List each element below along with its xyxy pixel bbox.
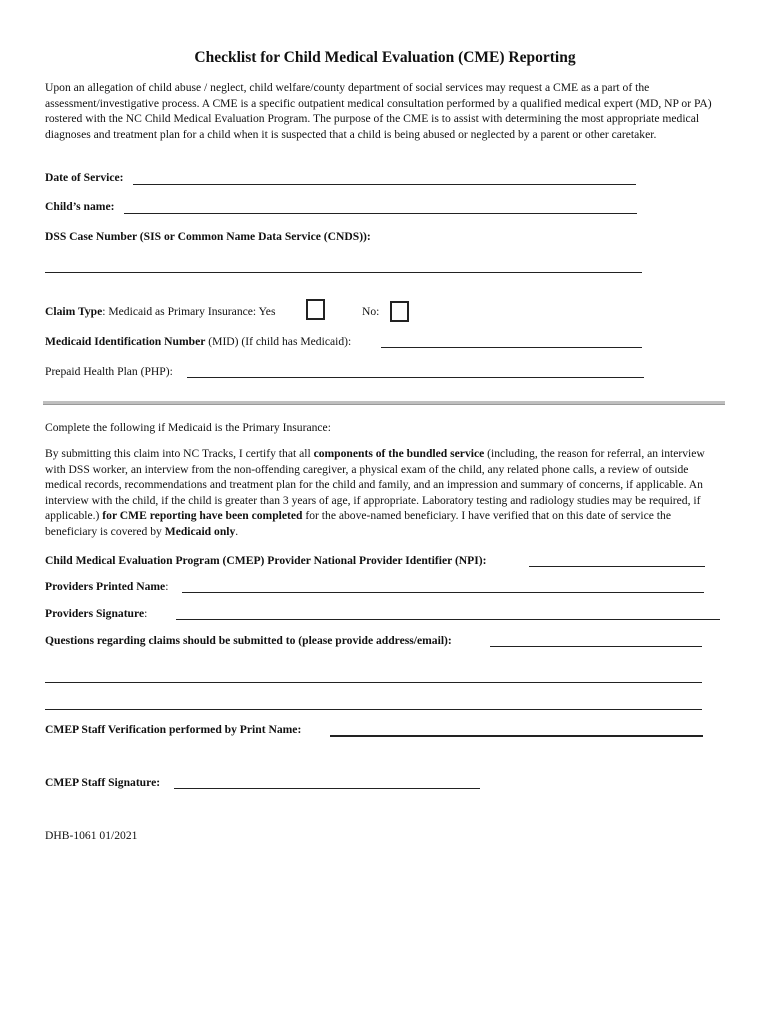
questions-field-line-1[interactable] xyxy=(490,646,702,647)
php-label: Prepaid Health Plan (PHP): xyxy=(45,365,173,378)
cert-bold-3: Medicaid only xyxy=(164,524,236,538)
npi-field[interactable] xyxy=(529,566,705,567)
signature-row xyxy=(45,607,147,620)
intro-paragraph: Upon an allegation of child abuse / neglect, child welfare/county department of social services may request a CME as a part of the assessment/investigative process. A CME is a specific outpatient medical consultation performed by a qualified medical expert (MD, NP or PA) rostered with the NC Child Medical Evaluation Program. The purpose of the CME is to assist with determining the most appropriate medical diagnoses and treatment plan for a child when it is suspected that a child is being abused or neglected by a parent or other caretaker. xyxy=(45,81,712,141)
npi-row xyxy=(45,554,487,567)
staff-signature-row xyxy=(45,776,160,789)
mid-row xyxy=(45,335,351,348)
printed-name-row xyxy=(45,580,168,593)
questions-field-line-2[interactable] xyxy=(45,682,702,683)
form-id: DHB-1061 01/2021 xyxy=(45,829,138,842)
printed-name-colon: : xyxy=(165,580,169,593)
dss-case-row xyxy=(45,230,371,243)
certification-paragraph xyxy=(45,446,725,540)
mid-label: Medicaid Identification Number xyxy=(45,335,206,348)
cert-text-2: (including, the reason for referral, an interview with DSS worker, an interview from the non-offending caregiver, a physical exam of the child, any related phone calls, a review of outside medical records, recommendations and treatment plan for the child and family, and an impression and summary of concerns, if applicable. An interview with the child, if the child is greater than 3 years of age, if appropriate. Laboratory testing and radiology studies may be required, if applicable.) xyxy=(45,447,705,523)
section-divider xyxy=(43,401,725,405)
cert-text-3: for the above-named beneficiary. I have verified that on this date of service the beneficiary is covered by xyxy=(45,509,671,538)
cert-text-4: . xyxy=(235,524,239,538)
date-of-service-label: Date of Service: xyxy=(45,171,124,184)
claim-type-no-label: No: xyxy=(362,305,380,318)
claim-type-yes-checkbox[interactable] xyxy=(306,299,325,320)
dss-case-number-label: DSS Case Number (SIS or Common Name Data Service (CNDS)): xyxy=(45,230,371,243)
staff-signature-label: CMEP Staff Signature: xyxy=(45,776,161,789)
signature-colon: : xyxy=(144,607,148,620)
childs-name-row xyxy=(45,200,114,213)
dss-case-number-field[interactable] xyxy=(45,272,642,273)
mid-note: (MID) (If child has Medicaid): xyxy=(205,335,352,348)
claim-type-text: : Medicaid as Primary Insurance: Yes xyxy=(102,305,276,318)
staff-signature-field[interactable] xyxy=(174,788,480,789)
questions-row xyxy=(45,634,452,647)
document-title: Checklist for Child Medical Evaluation (CME) Reporting xyxy=(194,49,576,66)
cert-bold-2: for CME reporting have been completed xyxy=(102,509,303,523)
claim-type-label: Claim Type xyxy=(45,305,103,318)
signature-label: Providers Signature xyxy=(45,607,145,620)
claim-type-row xyxy=(45,305,275,318)
claim-type-no-checkbox[interactable] xyxy=(390,301,409,322)
mid-field[interactable] xyxy=(381,347,642,348)
staff-verification-field[interactable] xyxy=(330,735,703,737)
php-field[interactable] xyxy=(187,377,644,378)
date-of-service-row xyxy=(45,171,124,184)
printed-name-label: Providers Printed Name xyxy=(45,580,166,593)
questions-label: Questions regarding claims should be submitted to (please provide address/email): xyxy=(45,634,452,647)
cert-bold-1: components of the bundled service xyxy=(313,447,485,460)
section2-heading: Complete the following if Medicaid is the Primary Insurance: xyxy=(45,421,331,434)
staff-verification-label: CMEP Staff Verification performed by Print Name: xyxy=(45,723,302,736)
date-of-service-field[interactable] xyxy=(133,184,636,185)
childs-name-label: Child’s name: xyxy=(45,200,115,213)
cert-text-1: By submitting this claim into NC Tracks, I certify that all xyxy=(45,447,314,460)
childs-name-field[interactable] xyxy=(124,213,637,214)
npi-label: Child Medical Evaluation Program (CMEP) Provider National Provider Identifier (NPI): xyxy=(45,554,487,567)
staff-verification-row xyxy=(45,723,301,736)
signature-field[interactable] xyxy=(176,619,720,620)
questions-field-line-3[interactable] xyxy=(45,709,702,710)
printed-name-field[interactable] xyxy=(182,592,704,593)
